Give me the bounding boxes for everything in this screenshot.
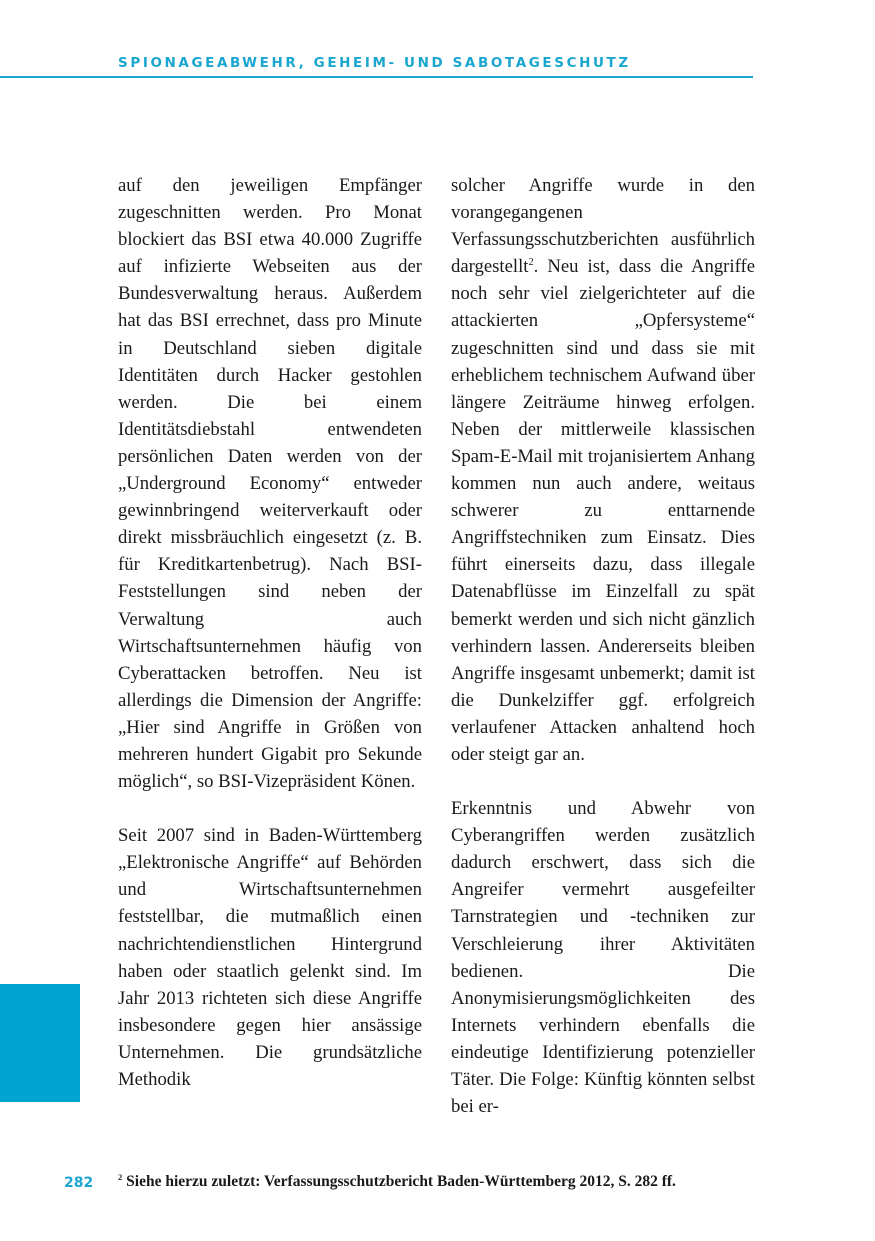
footnote-text: Siehe hierzu zuletzt: Verfassungsschutzbericht Baden-Württemberg 2012, S. 282 ff. (122, 1173, 676, 1190)
page-number: 282 (64, 1175, 94, 1191)
paragraph: auf den jeweiligen Empfänger zugeschnitten werden. Pro Monat blockiert das BSI etwa 40.000 Zugriffe auf infizierte Webseiten aus der Bundesverwaltung heraus. Außerdem hat das BSI errechnet, dass pro Minute in Deutschland sieben digitale Identitäten durch Hacker gestohlen werden. Die bei einem Identitätsdiebstahl entwendeten persönlichen Daten werden von der „Underground Economy“ entweder gewinnbringend weiterverkauft oder direkt missbräuchlich eingesetzt (z. B. für Kreditkartenbetrug). Nach BSI-Feststellungen sind neben der Verwaltung auch Wirtschaftsunternehmen häufig von Cyberattacken betroffen. Neu ist allerdings die Dimension der Angriffe: „Hier sind Angriffe in Größen von mehreren hundert Gigabit pro Sekunde möglich“, so BSI-Vizepräsident Könen. (118, 175, 422, 793)
paragraph: Erkenntnis und Abwehr von Cyberangriffen werden zusätzlich dadurch erschwert, dass sich die Angreifer vermehrt ausgefeilter Tarnstrategien und -techniken zur Verschleierung ihrer Aktivitäten bedienen. Die Anonymisierungsmöglichkeiten des Internets verhindern ebenfalls die eindeutige Identifizierung potenzieller Täter. Die Folge: Künftig könnten selbst bei er- (451, 798, 755, 1118)
right-column (451, 172, 755, 1120)
paragraph-text: solcher Angriffe wurde in den vorangegangenen Verfassungsschutzberichten ausführlich dargestellt (451, 175, 755, 278)
left-column (118, 172, 422, 1093)
footnote (118, 1173, 676, 1191)
paragraph (451, 172, 755, 768)
paragraph: Seit 2007 sind in Baden-Württemberg „Elektronische Angriffe“ auf Behörden und Wirtschaftsunternehmen feststellbar, die mutmaßlich einen nachrichtendienstlichen Hintergrund haben oder staatlich gelenkt sind. Im Jahr 2013 richteten sich diese Angriffe insbesondere gegen hier ansässige Unternehmen. Die grundsätzliche Methodik (118, 825, 422, 1090)
paragraph-text: . Neu ist, dass die Angriffe noch sehr viel zielgerichteter auf die attackierten „Opfersysteme“ zugeschnitten sind und dass sie mit erheblichem technischem Aufwand über längere Zeiträume hinweg erfolgen. Neben der mittlerweile klassischen Spam-E-Mail mit trojanisiertem Anhang kommen nun auch andere, weitaus schwerer zu enttarnende Angriffstechniken zum Einsatz. Dies führt einerseits dazu, dass illegale Datenabflüsse im Einzelfall zu spät bemerkt werden und sich nicht gänzlich verhindern lassen. Andererseits bleiben Angriffe insgesamt unbemerkt; damit ist die Dunkelziffer ggf. erfolgreich verlaufener Attacken anhaltend hoch oder steigt gar an. (451, 256, 755, 765)
running-header: SPIONAGEABWEHR, GEHEIM- UND SABOTAGESCHUTZ (118, 55, 631, 71)
header-rule (0, 76, 753, 78)
footnote-marker: 2 (118, 1171, 123, 1182)
footnote-reference[interactable]: 2 (528, 257, 534, 269)
chapter-side-tab (0, 984, 80, 1102)
